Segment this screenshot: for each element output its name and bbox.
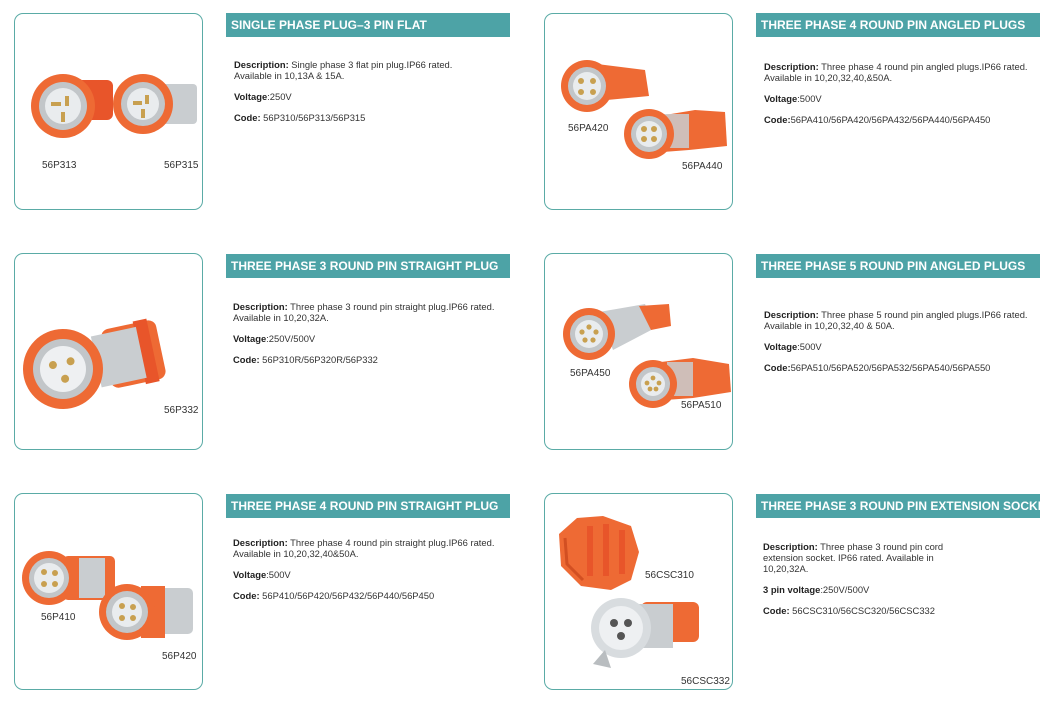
- image-label: 56P313: [42, 160, 77, 171]
- product-info: [234, 59, 489, 133]
- voltage: 3 pin voltage:250V/500V: [763, 584, 870, 595]
- product-info: [233, 537, 513, 611]
- product-card-56p310[interactable]: [14, 13, 203, 210]
- image-label: 56P410: [41, 612, 76, 623]
- image-label: 56CSC332: [681, 676, 730, 687]
- extension-socket-image: [545, 494, 734, 691]
- voltage: Voltage:250V/500V: [233, 333, 316, 344]
- image-label: 56PA440: [682, 161, 723, 172]
- code: Code: 56P410/56P420/56P432/56P440/56P450: [233, 590, 435, 601]
- image-label: 56CSC310: [645, 570, 694, 581]
- description: Description: Single phase 3 flat pin plug.IP66 rated. Available in 10,13A & 15A.: [234, 59, 453, 81]
- image-label: 56PA450: [570, 368, 611, 379]
- product-info: [764, 309, 1046, 383]
- code: Code:56PA510/56PA520/56PA532/56PA540/56PA550: [764, 362, 991, 373]
- product-info: [233, 301, 513, 375]
- product-card-56p4[interactable]: [14, 493, 203, 690]
- image-label: 56PA510: [681, 400, 722, 411]
- product-card-56pa4[interactable]: [544, 13, 733, 210]
- description: Description: Three phase 3 round pin straight plug.IP66 rated. Available in 10,20,32A.: [233, 301, 495, 323]
- voltage: Voltage:250V: [234, 91, 292, 102]
- product-card-56p3r[interactable]: [14, 253, 203, 450]
- code: Code: 56CSC310/56CSC320/56CSC332: [763, 605, 935, 616]
- product-info: [763, 541, 968, 626]
- image-label: 56P332: [164, 405, 199, 416]
- product-title: THREE PHASE 4 ROUND PIN STRAIGHT PLUG: [226, 494, 510, 518]
- product-card-56csc[interactable]: [544, 493, 733, 690]
- description: Description: Three phase 3 round pin cord extension socket. IP66 rated. Available in 10,20,32A.: [763, 541, 944, 574]
- product-title: THREE PHASE 4 ROUND PIN ANGLED PLUGS: [756, 13, 1040, 37]
- code: Code:56PA410/56PA420/56PA432/56PA440/56PA450: [764, 114, 991, 125]
- description: Description: Three phase 4 round pin straight plug.IP66 rated. Available in 10,20,32,40&50A.: [233, 537, 495, 559]
- image-label: 56PA420: [568, 123, 609, 134]
- description: Description: Three phase 5 round pin angled plugs.IP66 rated. Available in 10,20,32,40 & 50A.: [764, 309, 1028, 331]
- product-info: [764, 61, 1046, 135]
- voltage: Voltage:500V: [764, 93, 822, 104]
- voltage: Voltage:500V: [233, 569, 291, 580]
- angled-plug-image: [545, 14, 734, 211]
- description: Description: Three phase 4 round pin angled plugs.IP66 rated. Available in 10,20,32,40,&50A.: [764, 61, 1028, 83]
- product-title: SINGLE PHASE PLUG–3 PIN FLAT: [226, 13, 510, 37]
- image-label: 56P315: [164, 160, 199, 171]
- voltage: Voltage:500V: [764, 341, 822, 352]
- straight-plug-image: [15, 254, 204, 451]
- product-card-56pa5[interactable]: [544, 253, 733, 450]
- product-title: THREE PHASE 3 ROUND PIN STRAIGHT PLUG: [226, 254, 510, 278]
- image-label: 56P420: [162, 651, 197, 662]
- product-title: THREE PHASE 3 ROUND PIN EXTENSION SOCKET: [756, 494, 1040, 518]
- angled-plug-5pin-image: [545, 254, 734, 451]
- code: Code: 56P310/56P313/56P315: [234, 112, 366, 123]
- product-title: THREE PHASE 5 ROUND PIN ANGLED PLUGS: [756, 254, 1040, 278]
- code: Code: 56P310R/56P320R/56P332: [233, 354, 378, 365]
- flat-pin-plug-image: [15, 14, 204, 211]
